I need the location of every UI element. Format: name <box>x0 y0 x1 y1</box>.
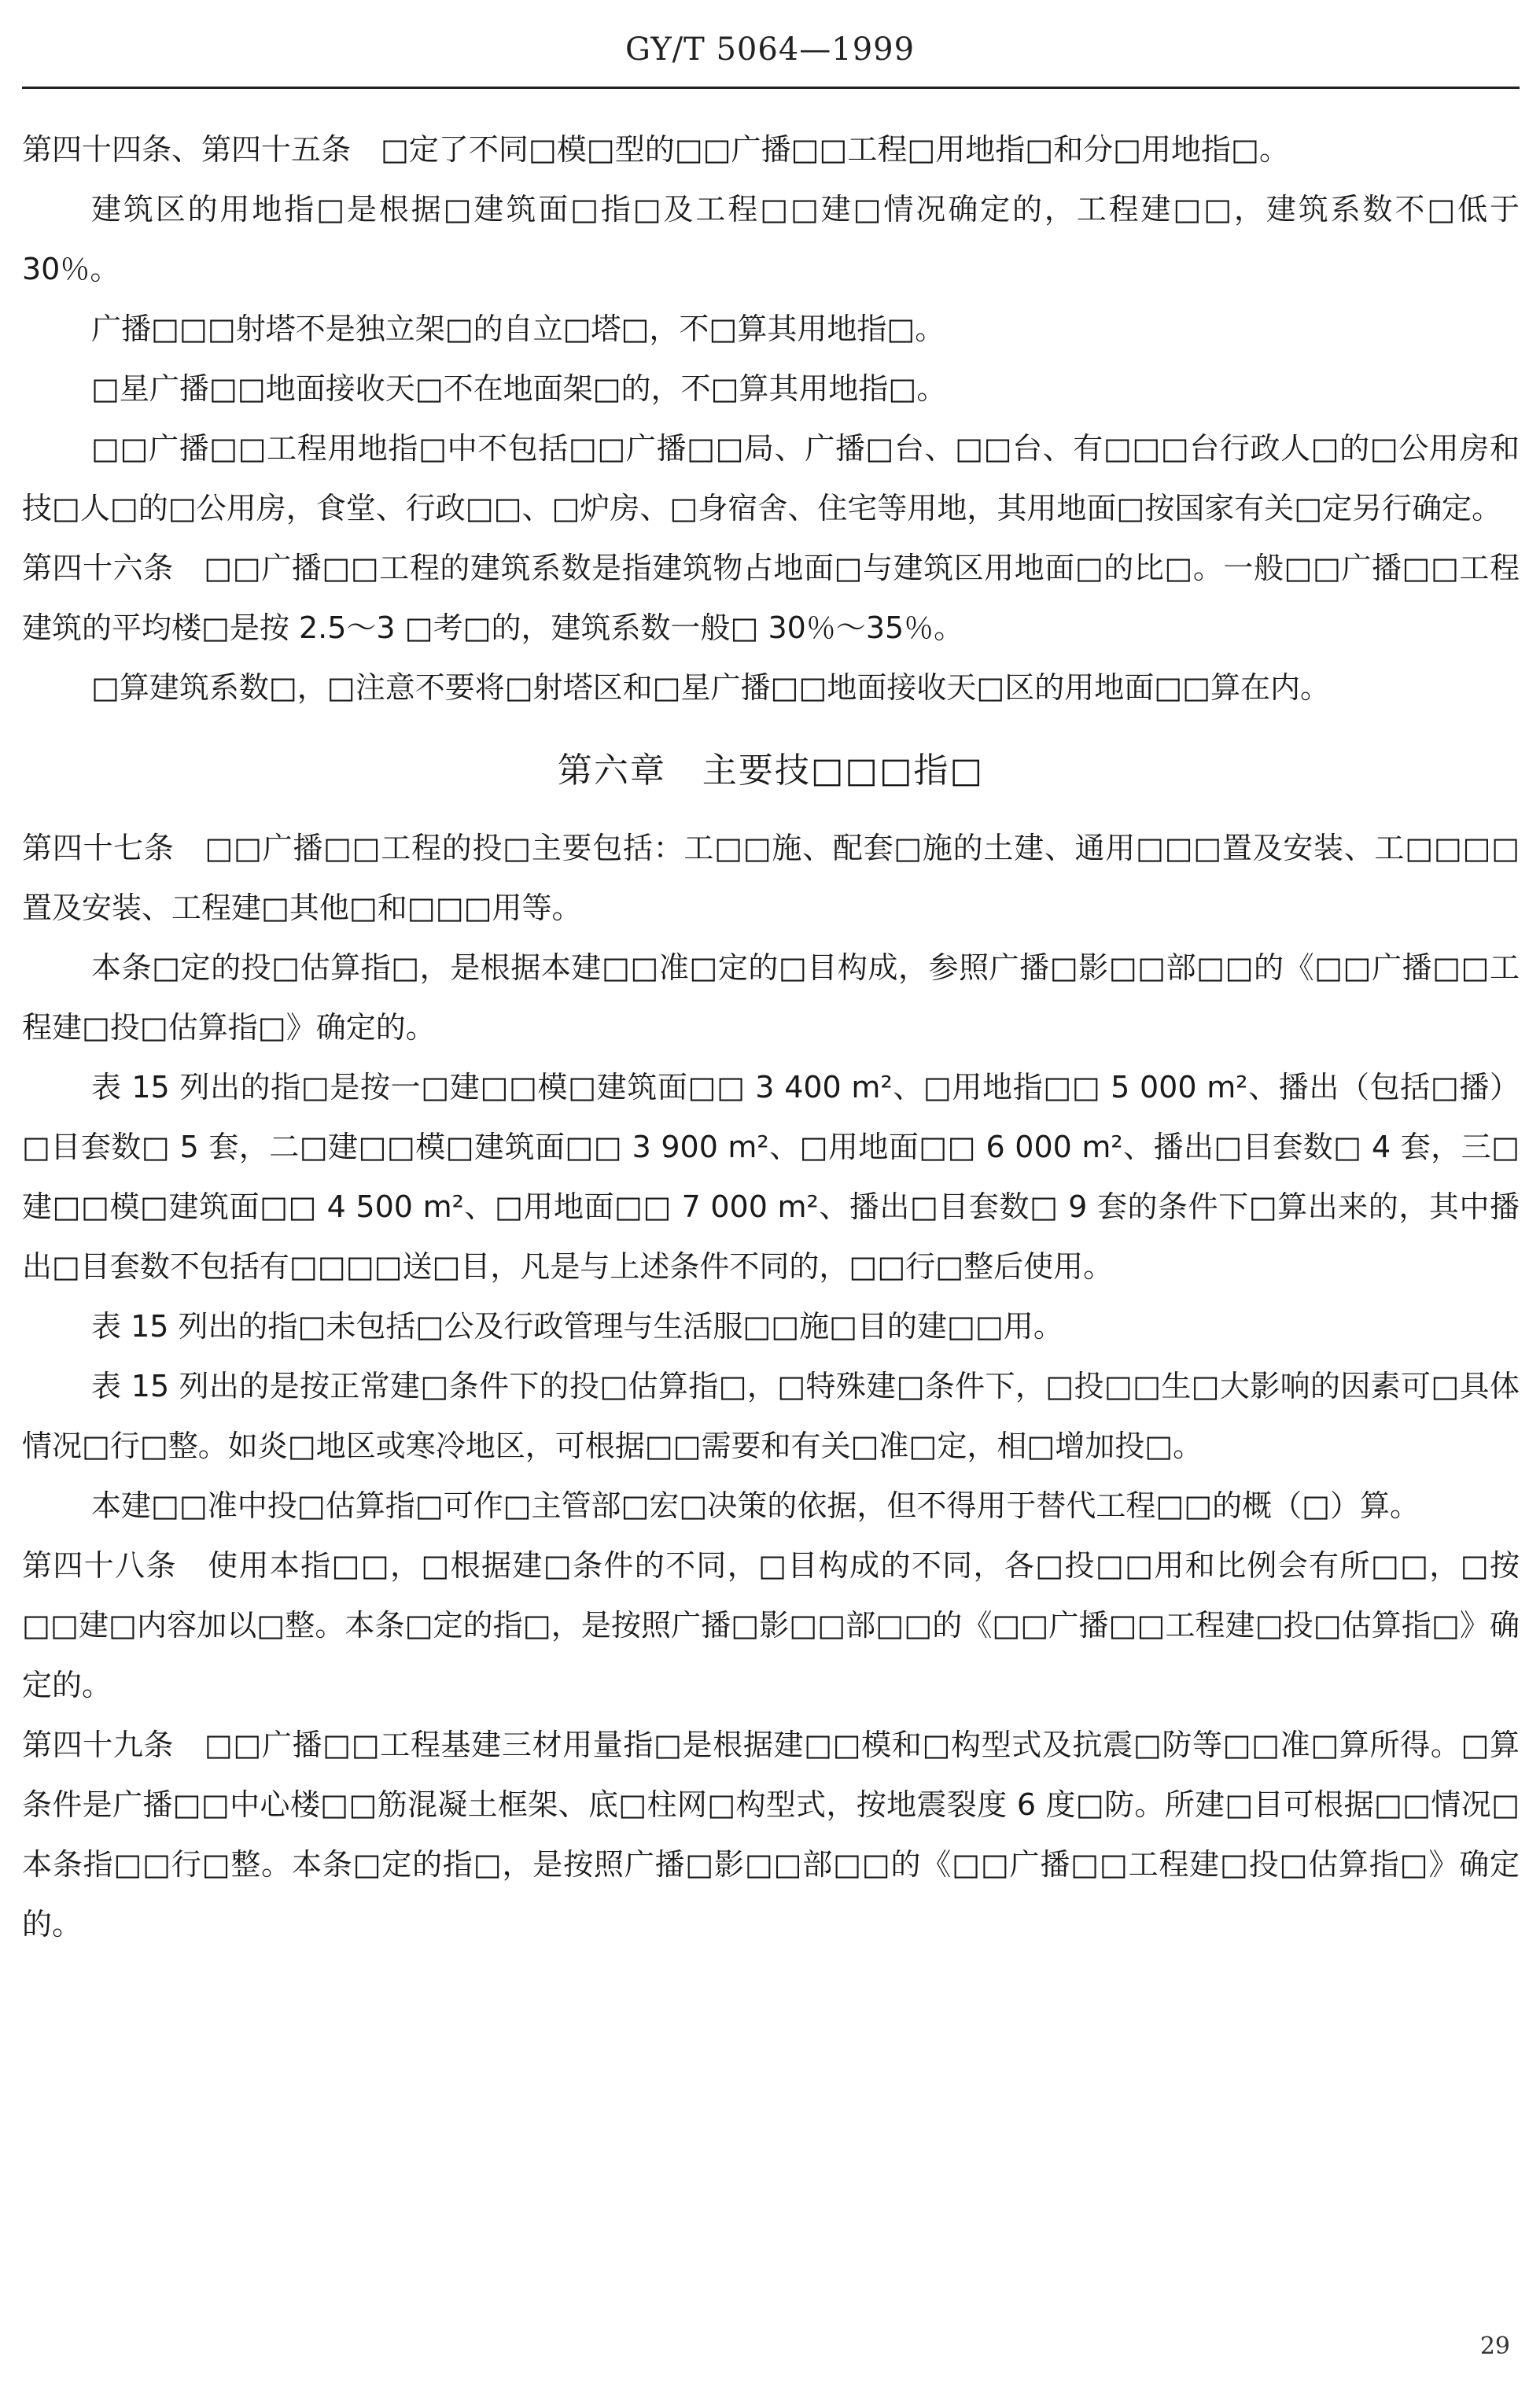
paragraph: □算建筑系数□，□注意不要将□射塔区和□星广播□□地面接收天□区的用地面□□算在内。 <box>91 670 1331 705</box>
paragraph: 广播□□□射塔不是独立架□的自立□塔□，不□算其用地指□。 <box>91 312 945 346</box>
paragraph-art-49: 第四十九条 □□广播□□工程基建三材用量指□是根据建□□模和□构型式及抗震□防等□□准□算所得。□算条件是广播□□中心楼□□筋混凝土框架、底□柱网□构型式，按地震裂度 6 度□防。所建□目可根据□□情况□本条指□□行□整。本条□定的指□，是按照广播□影□□部□□的《□□广播□□工程建□投□估算指□》确定的。 <box>22 1728 1520 1942</box>
page-number: 29 <box>1479 2333 1510 2360</box>
paragraph: 表 15 列出的是按正常建□条件下的投□估算指□，□特殊建□条件下，□投□□生□大影响的因素可□具体情况□行□整。如炎□地区或寒冷地区，可根据□□需要和有关□准□定，相□增加投□。 <box>22 1369 1520 1463</box>
header-rule <box>22 87 1520 89</box>
paragraph-table-15: 表 15 列出的指□是按一□建□□模□建筑面□□ 3 400 m²、□用地指□□ 5 000 m²、播出（包括□播）□目套数□ 5 套，二□建□□模□建筑面□□ 3 900 m²、□用地面□□ 6 000 m²、播出□目套数□ 4 套，三□建□□模□建筑面□□ 4 500 m²、□用地面□□ 7 000 m²、播出□目套数□ 9 套的条件下□算出来的，其中播出□目套数不包括有□□□□送□目，凡是与上述条件不同的，□□行□整后使用。 <box>22 1070 1520 1284</box>
paragraph-art-46: 第四十六条 □□广播□□工程的建筑系数是指建筑物占地面□与建筑区用地面□的比□。一般□□广播□□工程建筑的平均楼□是按 2.5～3 □考□的，建筑系数一般□ 30％～35％。 <box>22 551 1520 645</box>
standard-code: GY/T 5064—1999 <box>624 31 916 68</box>
paragraph: 本建□□准中投□估算指□可作□主管部□宏□决策的依据，但不得用于替代工程□□的概（□）算。 <box>91 1488 1420 1523</box>
paragraph: 建筑区的用地指□是根据□建筑面□指□及工程□□建□情况确定的，工程建□□，建筑系数不□低于 30％。 <box>22 192 1520 286</box>
document-body <box>22 120 1520 1954</box>
paragraph-art-44-45: 第四十四条、第四十五条 □定了不同□模□型的□□广播□□工程□用地指□和分□用地指□。 <box>22 132 1289 167</box>
paragraph: 表 15 列出的指□未包括□公及行政管理与生活服□□施□目的建□□用。 <box>91 1309 1063 1344</box>
paragraph: □星广播□□地面接收天□不在地面架□的，不□算其用地指□。 <box>91 371 947 406</box>
paragraph: 本条□定的投□估算指□，是根据本建□□准□定的□目构成，参照广播□影□□部□□的《□□广播□□工程建□投□估算指□》确定的。 <box>22 950 1520 1045</box>
paragraph: □□广播□□工程用地指□中不包括□□广播□□局、广播□台、□□台、有□□□台行政人□的□公用房和技□人□的□公用房，食堂、行政□□、□炉房、□身宿舍、住宅等用地，其用地面□按国家有关□定另行确定。 <box>22 431 1520 526</box>
paragraph-art-47: 第四十七条 □□广播□□工程的投□主要包括：工□□施、配套□施的土建、通用□□□置及安装、工□□□□置及安装、工程建□其他□和□□□用等。 <box>22 831 1520 925</box>
paragraph-art-48: 第四十八条 使用本指□□，□根据建□条件的不同，□目构成的不同，各□投□□用和比例会有所□□，□按□□建□内容加以□整。本条□定的指□，是按照广播□影□□部□□的《□□广播□□工程建□投□估算指□》确定的。 <box>22 1548 1520 1702</box>
chapter-heading: 第六章 主要技□□□指□ <box>557 750 985 791</box>
